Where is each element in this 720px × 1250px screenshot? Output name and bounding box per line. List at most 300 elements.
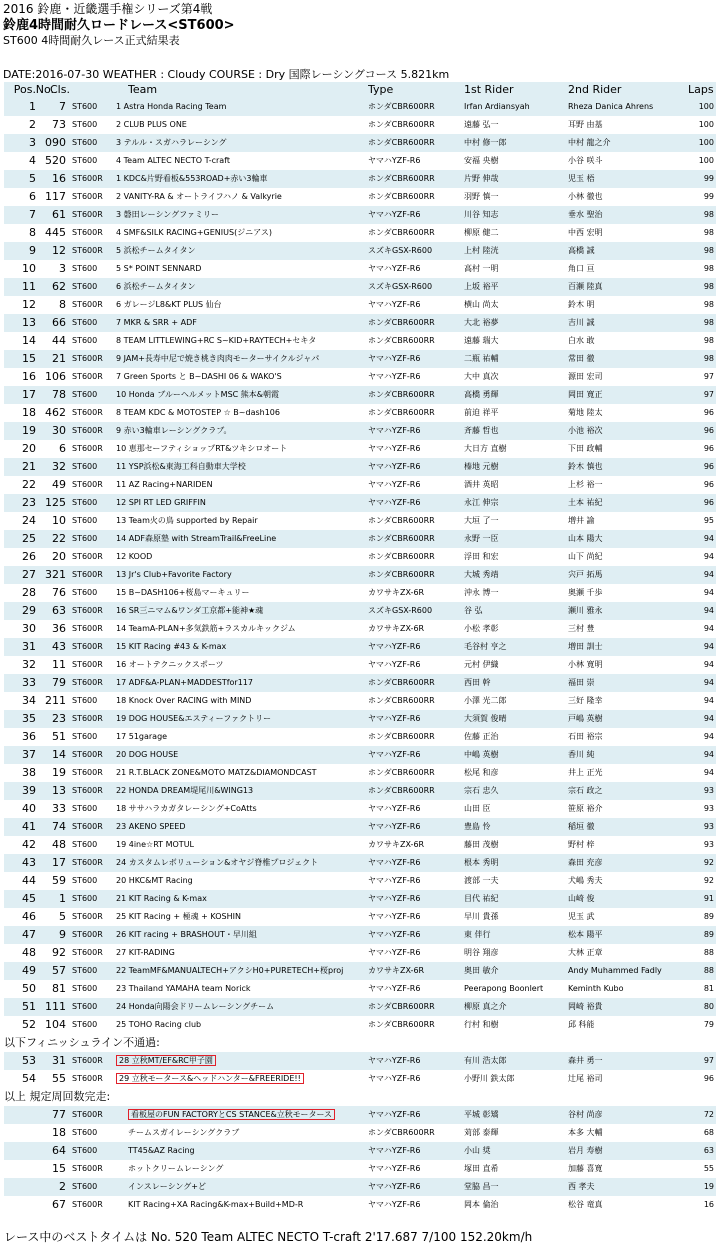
section-label-text: 以上 規定周回数完走: (4, 1090, 111, 1103)
team-cell: 7 MKR & SRR + ADF (116, 318, 197, 327)
team-cell: KIT Racing+XA Racing&K-max+Build+MD-R (128, 1200, 304, 1209)
first-rider-cell: 岡本 倫治 (464, 1200, 499, 1209)
first-rider-cell: 斉藤 哲也 (464, 426, 499, 435)
second-rider-cell: 犬嶋 秀夫 (568, 876, 603, 885)
class-cell: ST600 (72, 1182, 98, 1191)
highlight-box: 28 立秋MT/EF&RC甲子園 (116, 1055, 216, 1066)
first-rider-cell: 沖永 博一 (464, 588, 499, 597)
car-number-cell: 1 (59, 892, 66, 905)
pos-cell: 22 (22, 478, 36, 491)
first-rider-cell: 宗石 忠久 (464, 786, 499, 795)
first-rider-cell: 中嶋 英樹 (464, 750, 499, 759)
pos-cell: 21 (22, 460, 36, 473)
table-row (4, 530, 716, 548)
bike-type-cell: ヤマハYZF-R6 (368, 498, 421, 507)
table-row (4, 1178, 716, 1196)
class-cell: ST600R (72, 300, 103, 309)
first-rider-cell: 小山 奨 (464, 1146, 491, 1155)
first-rider-cell: 高村 一明 (464, 264, 499, 273)
section-label (4, 1034, 716, 1052)
table-row (4, 134, 716, 152)
first-rider-cell: 大城 秀靖 (464, 570, 499, 579)
team-cell: 2 VANITY-RA & オートライフハノ & Valkyrie (116, 192, 282, 201)
table-row (4, 512, 716, 530)
team-cell: 20 HKC&MT Racing (116, 876, 193, 885)
bike-type-cell: ヤマハYZF-R6 (368, 1146, 421, 1155)
table-row (4, 1160, 716, 1178)
car-number-cell: 13 (52, 784, 66, 797)
class-cell: ST600 (72, 696, 98, 705)
class-cell: ST600R (72, 1164, 103, 1173)
second-rider-cell: 加藤 喜寛 (568, 1164, 603, 1173)
laps-cell: 94 (703, 714, 714, 723)
race-conditions: DATE:2016-07-30 WEATHER : Cloudy COURSE : Dry 国際レーシングコース 5.821km (3, 68, 450, 81)
table-row (4, 206, 716, 224)
class-cell: ST600 (72, 498, 98, 507)
pos-cell: 7 (29, 208, 36, 221)
class-cell: ST600R (72, 246, 103, 255)
bike-type-cell: ヤマハYZF-R6 (368, 1056, 421, 1065)
pos-cell: 42 (22, 838, 36, 851)
first-rider-cell: 苅部 泰輝 (464, 1128, 499, 1137)
first-rider-cell: 明谷 翔彦 (464, 948, 499, 957)
car-number-cell: 66 (52, 316, 66, 329)
car-number-cell: 117 (45, 190, 66, 203)
car-number-cell: 321 (45, 568, 66, 581)
team-cell: 25 KIT Racing + 極魂 + KOSHIN (116, 912, 241, 921)
pos-cell: 13 (22, 316, 36, 329)
class-cell: ST600 (72, 732, 98, 741)
second-rider-cell: 角口 亘 (568, 264, 595, 273)
class-cell: ST600R (72, 642, 103, 651)
bike-type-cell: ホンダCBR600RR (368, 570, 435, 579)
class-cell: ST600 (72, 264, 98, 273)
team-cell: 26 KIT racing + BRASHOUT・早川組 (116, 930, 257, 939)
section-label-text: 以下フィニッシュライン不通過: (4, 1036, 160, 1049)
class-cell: ST600R (72, 714, 103, 723)
bike-type-cell: ヤマハYZF-R6 (368, 426, 421, 435)
col-rider2-header: 2nd Rider (568, 83, 622, 96)
first-rider-cell: 渡部 一夫 (464, 876, 499, 885)
team-cell: 8 TEAM KDC & MOTOSTEP ☆ B~dash106 (116, 408, 280, 417)
class-cell: ST600 (72, 534, 98, 543)
bike-type-cell: ホンダCBR600RR (368, 102, 435, 111)
laps-cell: 100 (698, 138, 714, 147)
car-number-cell: 090 (45, 136, 66, 149)
team-cell: 6 ガレージL8&KT PLUS 仙台 (116, 300, 222, 309)
laps-cell: 96 (703, 480, 714, 489)
team-cell: 16 SR三ニマム&ワンダ工京都+能神★魂 (116, 606, 264, 615)
team-cell: 18 Knock Over RACING with MIND (116, 696, 252, 705)
team-cell: ホットクリームレーシング (128, 1164, 224, 1173)
laps-cell: 89 (703, 930, 714, 939)
team-cell: 8 TEAM LITTLEWING+RC S~KID+RAYTECH+セキタ (116, 336, 317, 345)
pos-cell: 15 (22, 352, 36, 365)
laps-cell: 94 (703, 552, 714, 561)
second-rider-cell: 増田 訓士 (568, 642, 603, 651)
first-rider-cell: 二瓶 祐輔 (464, 354, 499, 363)
team-cell: 10 恵那セーフティショップRT&ツキシロオート (116, 444, 288, 453)
laps-cell: 93 (703, 804, 714, 813)
first-rider-cell: 遠藤 弘一 (464, 120, 499, 129)
pos-cell: 44 (22, 874, 36, 887)
laps-cell: 93 (703, 786, 714, 795)
second-rider-cell: 石田 裕宗 (568, 732, 603, 741)
car-number-cell: 33 (52, 802, 66, 815)
laps-cell: 94 (703, 588, 714, 597)
first-rider-cell: 有川 浩太郎 (464, 1056, 507, 1065)
class-cell: ST600 (72, 462, 98, 471)
bike-type-cell: ヤマハYZF-R6 (368, 714, 421, 723)
class-cell: ST600 (72, 138, 98, 147)
car-number-cell: 7 (59, 100, 66, 113)
laps-cell: 94 (703, 534, 714, 543)
pos-cell: 51 (22, 1000, 36, 1013)
first-rider-cell: 山田 臣 (464, 804, 491, 813)
bike-type-cell: ホンダCBR600RR (368, 552, 435, 561)
bike-type-cell: カワサキZX-6R (368, 840, 425, 849)
car-number-cell: 23 (52, 712, 66, 725)
second-rider-cell: 松本 陽平 (568, 930, 603, 939)
class-cell: ST600R (72, 822, 103, 831)
car-number-cell: 14 (52, 748, 66, 761)
first-rider-cell: 大北 裕夢 (464, 318, 499, 327)
pos-cell: 4 (29, 154, 36, 167)
second-rider-cell: 岡田 寛正 (568, 390, 603, 399)
table-row (4, 1196, 716, 1214)
pos-cell: 35 (22, 712, 36, 725)
laps-cell: 97 (703, 372, 714, 381)
table-row (4, 692, 716, 710)
first-rider-cell: 根本 秀明 (464, 858, 499, 867)
second-rider-cell: 耳野 由基 (568, 120, 603, 129)
first-rider-cell: 安福 央樹 (464, 156, 499, 165)
second-rider-cell: 小林 寛明 (568, 660, 603, 669)
first-rider-cell: 中村 修一郎 (464, 138, 507, 147)
laps-cell: 88 (703, 948, 714, 957)
first-rider-cell: 大須賀 俊晴 (464, 714, 507, 723)
first-rider-cell: 柳原 真之介 (464, 1002, 507, 1011)
class-cell: ST600 (72, 318, 98, 327)
team-cell: 24 Honda向陽会ドリームレーシングチーム (116, 1002, 275, 1011)
col-cls-header: Cls. (50, 83, 70, 96)
table-row (4, 1142, 716, 1160)
bike-type-cell: ホンダCBR600RR (368, 408, 435, 417)
class-cell: ST600R (72, 678, 103, 687)
bike-type-cell: ホンダCBR600RR (368, 1020, 435, 1029)
laps-cell: 88 (703, 966, 714, 975)
laps-cell: 98 (703, 336, 714, 345)
table-row (4, 188, 716, 206)
laps-cell: 96 (703, 1074, 714, 1083)
table-row (4, 818, 716, 836)
class-cell: ST600 (72, 390, 98, 399)
pos-cell: 53 (22, 1054, 36, 1067)
car-number-cell: 30 (52, 424, 66, 437)
second-rider-cell: Andy Muhammed Fadly (568, 966, 662, 975)
laps-cell: 63 (703, 1146, 714, 1155)
first-rider-cell: 小野川 鉄太郎 (464, 1074, 515, 1083)
bike-type-cell: ヤマハYZF-R6 (368, 210, 421, 219)
laps-cell: 98 (703, 354, 714, 363)
first-rider-cell: 塚田 直希 (464, 1164, 499, 1173)
second-rider-cell: 鈴木 明 (568, 300, 595, 309)
bike-type-cell: ヤマハYZF-R6 (368, 444, 421, 453)
class-cell: ST600R (72, 858, 103, 867)
bike-type-cell: カワサキZX-6R (368, 588, 425, 597)
table-row (4, 98, 716, 116)
pos-cell: 9 (29, 244, 36, 257)
table-row (4, 170, 716, 188)
team-cell: 21 R.T.BLACK ZONE&MOTO MATZ&DIAMONDCAST (116, 768, 317, 777)
car-number-cell: 62 (52, 280, 66, 293)
laps-cell: 97 (703, 1056, 714, 1065)
bike-type-cell: ヤマハYZF-R6 (368, 642, 421, 651)
first-rider-cell: 佐藤 正治 (464, 732, 499, 741)
team-cell: 23 AKENO SPEED (116, 822, 186, 831)
laps-cell: 92 (703, 876, 714, 885)
car-number-cell: 51 (52, 730, 66, 743)
team-cell (116, 1052, 368, 1070)
laps-cell: 98 (703, 246, 714, 255)
laps-cell: 93 (703, 822, 714, 831)
pos-cell: 36 (22, 730, 36, 743)
first-rider-cell: 大中 真次 (464, 372, 499, 381)
pos-cell: 28 (22, 586, 36, 599)
second-rider-cell: 宍戸 拓馬 (568, 570, 603, 579)
results-table (4, 82, 716, 1214)
highlight-box: 29 立秋モータース&ヘッドハンター&FREERIDE!! (116, 1073, 304, 1084)
bike-type-cell: ホンダCBR600RR (368, 534, 435, 543)
table-row (4, 872, 716, 890)
class-cell: ST600R (72, 606, 103, 615)
first-rider-cell: 柳原 健二 (464, 228, 499, 237)
team-cell: 1 Astra Honda Racing Team (116, 102, 227, 111)
bike-type-cell: ヤマハYZF-R6 (368, 480, 421, 489)
car-number-cell: 77 (52, 1108, 66, 1121)
first-rider-cell: 浮田 和宏 (464, 552, 499, 561)
car-number-cell: 9 (59, 928, 66, 941)
team-cell: 13 Team火の鳥 supported by Repair (116, 516, 258, 525)
laps-cell: 81 (703, 984, 714, 993)
laps-cell: 89 (703, 912, 714, 921)
highlight-box: 看板屋のFUN FACTORYとCS STANCE&立秋モータース (128, 1109, 335, 1120)
first-rider-cell: 松尾 和彦 (464, 768, 499, 777)
laps-cell: 99 (703, 174, 714, 183)
bike-type-cell: ホンダCBR600RR (368, 138, 435, 147)
second-rider-cell: 邱 科能 (568, 1020, 595, 1029)
team-cell: 12 KOOD (116, 552, 153, 561)
pos-cell: 48 (22, 946, 36, 959)
team-cell: 4 Team ALTEC NECTO T-craft (116, 156, 231, 165)
car-number-cell: 18 (52, 1126, 66, 1139)
first-rider-cell: Irfan Ardiansyah (464, 102, 530, 111)
car-number-cell: 22 (52, 532, 66, 545)
car-number-cell: 6 (59, 442, 66, 455)
car-number-cell: 3 (59, 262, 66, 275)
table-row (4, 260, 716, 278)
laps-cell: 96 (703, 462, 714, 471)
laps-cell: 68 (703, 1128, 714, 1137)
pos-cell: 26 (22, 550, 36, 563)
table-row (4, 1016, 716, 1034)
bike-type-cell: スズキGSX-R600 (368, 606, 433, 615)
car-number-cell: 64 (52, 1144, 66, 1157)
second-rider-cell: 宗石 政之 (568, 786, 603, 795)
class-cell: ST600 (72, 102, 98, 111)
bike-type-cell: ホンダCBR600RR (368, 732, 435, 741)
first-rider-cell: 西田 幹 (464, 678, 491, 687)
second-rider-cell: 中村 龍之介 (568, 138, 611, 147)
laps-cell: 94 (703, 570, 714, 579)
second-rider-cell: 西 孝夫 (568, 1182, 595, 1191)
class-cell: ST600 (72, 1128, 98, 1137)
team-cell: 17 ADF&A-PLAN+MADDESTfor117 (116, 678, 253, 687)
second-rider-cell: 井上 正光 (568, 768, 603, 777)
second-rider-cell: 中西 宏明 (568, 228, 603, 237)
laps-cell: 72 (703, 1110, 714, 1119)
car-number-cell: 211 (45, 694, 66, 707)
laps-cell: 96 (703, 408, 714, 417)
team-cell: 5 S* POINT SENNARD (116, 264, 202, 273)
laps-cell: 98 (703, 282, 714, 291)
bike-type-cell: ヤマハYZF-R6 (368, 876, 421, 885)
first-rider-cell: 目代 祐紀 (464, 894, 499, 903)
table-row (4, 494, 716, 512)
table-row (4, 368, 716, 386)
second-rider-cell: 森井 勇一 (568, 1056, 603, 1065)
pos-cell: 20 (22, 442, 36, 455)
first-rider-cell: 大垣 了一 (464, 516, 499, 525)
second-rider-cell: 戸嶋 英樹 (568, 714, 603, 723)
pos-cell: 23 (22, 496, 36, 509)
class-cell: ST600R (72, 1056, 103, 1065)
car-number-cell: 76 (52, 586, 66, 599)
class-cell: ST600 (72, 282, 98, 291)
team-cell: 12 SPI RT LED GRIFFIN (116, 498, 206, 507)
pos-cell: 43 (22, 856, 36, 869)
table-row (4, 1070, 716, 1088)
car-number-cell: 8 (59, 298, 66, 311)
class-cell: ST600R (72, 480, 103, 489)
pos-cell: 38 (22, 766, 36, 779)
second-rider-cell: 児玉 武 (568, 912, 595, 921)
pos-cell: 25 (22, 532, 36, 545)
bike-type-cell: ホンダCBR600RR (368, 768, 435, 777)
first-rider-cell: 上坂 裕平 (464, 282, 499, 291)
bike-type-cell: ヤマハYZF-R6 (368, 1182, 421, 1191)
table-row (4, 242, 716, 260)
laps-cell: 100 (698, 102, 714, 111)
class-cell: ST600R (72, 1110, 103, 1119)
table-row (4, 746, 716, 764)
laps-cell: 98 (703, 318, 714, 327)
series-title: 2016 鈴鹿・近畿選手権シリーズ第4戦 (3, 2, 213, 16)
second-rider-cell: 野村 梓 (568, 840, 595, 849)
pos-cell: 33 (22, 676, 36, 689)
class-cell: ST600R (72, 948, 103, 957)
bike-type-cell: ホンダCBR600RR (368, 120, 435, 129)
second-rider-cell: 瀬川 雅永 (568, 606, 603, 615)
car-number-cell: 48 (52, 838, 66, 851)
class-cell: ST600 (72, 588, 98, 597)
second-rider-cell: 小谷 咲斗 (568, 156, 603, 165)
pos-cell: 14 (22, 334, 36, 347)
laps-cell: 94 (703, 768, 714, 777)
laps-cell: 19 (703, 1182, 714, 1191)
second-rider-cell: 大林 正章 (568, 948, 603, 957)
car-number-cell: 61 (52, 208, 66, 221)
class-cell: ST600R (72, 192, 103, 201)
second-rider-cell: 源田 宏司 (568, 372, 603, 381)
car-number-cell: 74 (52, 820, 66, 833)
table-row (4, 1052, 716, 1070)
pos-cell: 45 (22, 892, 36, 905)
laps-cell: 98 (703, 300, 714, 309)
second-rider-cell: 高橋 誠 (568, 246, 595, 255)
table-row (4, 800, 716, 818)
car-number-cell: 17 (52, 856, 66, 869)
laps-cell: 94 (703, 624, 714, 633)
second-rider-cell: 百瀬 陸真 (568, 282, 603, 291)
first-rider-cell: 片野 伸哉 (464, 174, 499, 183)
race-title: 鈴鹿4時間耐久ロードレース<ST600> (3, 18, 235, 33)
table-row (4, 386, 716, 404)
pos-cell: 10 (22, 262, 36, 275)
second-rider-cell: 土本 祐紀 (568, 498, 603, 507)
car-number-cell: 445 (45, 226, 66, 239)
first-rider-cell: 奥田 敏介 (464, 966, 499, 975)
first-rider-cell: 毛谷村 亨之 (464, 642, 507, 651)
car-number-cell: 19 (52, 766, 66, 779)
team-cell (128, 1106, 380, 1124)
team-cell: 11 YSP浜松&東海工科自動車大学校 (116, 462, 246, 471)
car-number-cell: 111 (45, 1000, 66, 1013)
car-number-cell: 16 (52, 172, 66, 185)
class-cell: ST600 (72, 876, 98, 885)
class-cell: ST600R (72, 228, 103, 237)
bike-type-cell: ヤマハYZF-R6 (368, 1110, 421, 1119)
table-row (4, 908, 716, 926)
first-rider-cell: 早川 貴孫 (464, 912, 499, 921)
second-rider-cell: 下田 政輔 (568, 444, 603, 453)
table-row (4, 782, 716, 800)
team-cell: 2 CLUB PLUS ONE (116, 120, 187, 129)
pos-cell: 39 (22, 784, 36, 797)
class-cell: ST600R (72, 660, 103, 669)
second-rider-cell: 山崎 俊 (568, 894, 595, 903)
pos-cell: 47 (22, 928, 36, 941)
laps-cell: 98 (703, 228, 714, 237)
second-rider-cell: 鈴木 慎也 (568, 462, 603, 471)
bike-type-cell: ホンダCBR600RR (368, 228, 435, 237)
car-number-cell: 21 (52, 352, 66, 365)
laps-cell: 94 (703, 660, 714, 669)
table-row (4, 116, 716, 134)
first-rider-cell: 高橋 勇輝 (464, 390, 499, 399)
car-number-cell: 462 (45, 406, 66, 419)
car-number-cell: 78 (52, 388, 66, 401)
table-row (4, 476, 716, 494)
first-rider-cell: Peerapong Boonlert (464, 984, 544, 993)
pos-cell: 6 (29, 190, 36, 203)
second-rider-cell: 香川 純 (568, 750, 595, 759)
table-row (4, 422, 716, 440)
bike-type-cell: ヤマハYZF-R6 (368, 462, 421, 471)
bike-type-cell: ヤマハYZF-R6 (368, 264, 421, 273)
second-rider-cell: 岡崎 裕貴 (568, 1002, 603, 1011)
class-cell: ST600 (72, 894, 98, 903)
